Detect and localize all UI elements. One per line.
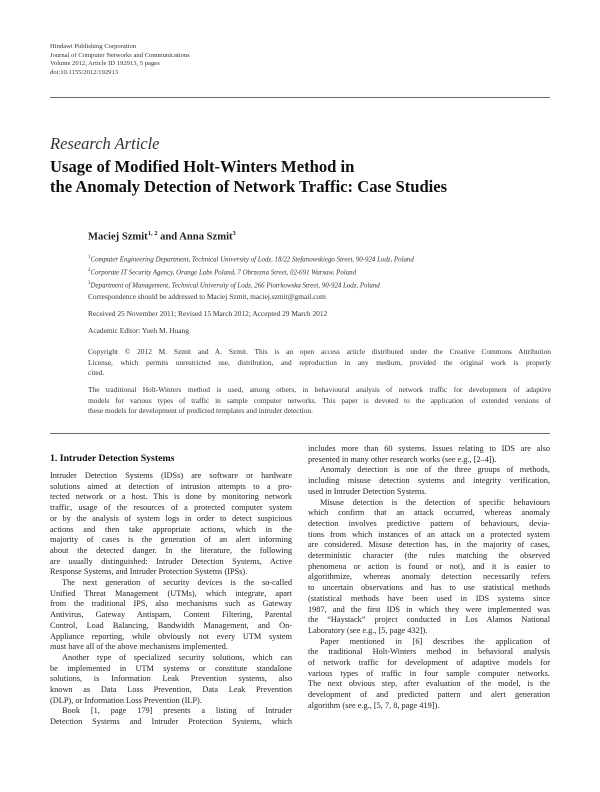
abstract-line: these models for development of predicted templates and intruder detection.	[88, 406, 313, 416]
body-text-line: must have all of the above mechanisms implemented.	[50, 642, 228, 652]
author-list	[88, 230, 236, 243]
article-type: Research Article	[50, 134, 160, 153]
copyright-line: cited.	[88, 368, 105, 378]
body-text-line: the traditional Holt-Winters method in behavioral analysis	[308, 647, 550, 657]
correspondence-email-link[interactable]: maciej.szmit@gmail.com	[250, 292, 326, 301]
article-title	[50, 157, 550, 197]
body-text-line: solutions, is Information Leak Prevention systems, also	[50, 674, 292, 684]
copyright-line: Copyright © 2012 M. Szmit and A. Szmit. This is an open access article distributed under the Creative Commons Attribution	[88, 347, 551, 356]
abstract-line: models for various types of traffic in sample computer networks. This paper is devoted to the application of extended versions of	[88, 395, 551, 405]
body-text-line: Detection Systems and Intruder Protection Systems, which	[50, 717, 292, 727]
body-text-line: solutions aimed at detection of intrusion attempts to a pro-	[50, 481, 292, 491]
affiliation-item: $^2$Corporate IT Security Agency, Orange Labs Poland, 7 Obrzezna Street, 02-691 Warsaw, Poland	[88, 267, 357, 277]
body-text-line: majority of cases is the generation of an alert informing	[50, 535, 292, 545]
body-text	[308, 444, 550, 712]
publisher-name: Hindawi Publishing Corporation	[50, 43, 137, 50]
body-text-line: which confirm that an attack occurred, whereas anomaly	[308, 508, 550, 518]
copyright-notice	[88, 347, 551, 379]
body-text-line: Anomaly detection is one of the three groups of methods,	[320, 465, 550, 475]
title-line: the Anomaly Detection of Network Traffic: Case Studies	[50, 177, 448, 196]
body-text-line: phenomena or action is found or not), and it is easier to	[308, 561, 550, 571]
received-dates: Received 25 November 2011; Revised 15 March 2012; Accepted 29 March 2012	[88, 309, 328, 318]
body-text-line: 1987, and the first IDS in which they were implemented was	[308, 604, 550, 614]
body-text-line: (statistical methods have been used in IDS systems since	[308, 593, 550, 603]
correspondence	[88, 292, 551, 303]
author-name: Anna Szmit	[179, 231, 233, 243]
affiliations	[88, 253, 551, 292]
volume-info: Volume 2012, Article ID 192913, 5 pages	[50, 60, 160, 68]
body-text-line: are usually distinguished: Intruder Detection Systems, Active	[50, 556, 292, 566]
body-text-line: detection involves predictive pattern of behaviours, devia-	[308, 518, 550, 528]
author-affiliation-marker: 1, 2	[147, 230, 158, 237]
body-text-line: Unified Threat Management (UTMs), which integrate, apart	[50, 588, 292, 598]
body-text-line: deterministic character (the rules matching the observed	[308, 551, 550, 561]
body-text-line: Paper mentioned in [6] describes the application of	[320, 636, 550, 646]
abstract	[88, 385, 551, 417]
body-text-line: tions from which instances of an attack on a protected system	[308, 529, 550, 539]
correspondence-text: Correspondence should be addressed to Maciej Szmit,	[88, 292, 251, 301]
body-column-right	[308, 444, 550, 712]
body-text-line: includes more than 60 systems. Issues relating to IDS are also	[308, 444, 550, 453]
header-divider	[50, 97, 550, 98]
academic-editor: Academic Editor: Yueh M. Huang	[88, 326, 189, 335]
author-name: Maciej Szmit	[88, 231, 148, 243]
body-text-line: including misuse detection systems and integrity verification,	[308, 476, 550, 486]
title-line: Usage of Modified Holt-Winters Method in	[50, 157, 355, 176]
body-text-line: traffic, usage of the resources of a protected computer system	[50, 503, 292, 513]
body-text-line: of network traffic for development of adaptive models for	[308, 658, 550, 668]
body-text-line: (DLP), or Information Loss Prevention (ILP).	[50, 695, 202, 705]
body-text-line: tected network or a host. This is done by monitoring network	[50, 492, 292, 502]
abstract-line: The traditional Holt-Winters method is used, among others, in behavioural analysis of network traffic for development of adaptive	[88, 385, 551, 394]
body-text-line: about the detected danger. In the literature, the following	[50, 545, 292, 555]
body-text-line: algorithm (see e.g., [5, 7, 8, page 419]).	[308, 700, 440, 710]
body-text-line: Another type of specialized security solutions, which can	[62, 652, 292, 662]
body-text-line: Antivirus, Gateway Antispam, Content Filtering, Parental	[50, 610, 292, 620]
body-text-line: presented in many other research works (see e.g., [2–4]).	[308, 454, 497, 464]
body-text-line: the “Haystack” project conducted in Los Alamos National	[308, 615, 550, 625]
body-text-line: algorithmize, whereas anomaly detection necessarily refers	[308, 572, 550, 582]
body-text-line: known as Data Loss Prevention, Data Leak Prevention	[50, 685, 292, 695]
body-text-line: Laboratory (see e.g., [5, page 432]).	[308, 625, 428, 635]
body-text-line: Control, Load Balancing, Bandwidth Management, and On-	[50, 620, 292, 630]
body-text-line: used in Intruder Detection Systems.	[308, 486, 427, 496]
author-affiliation-marker: 3	[232, 230, 236, 237]
affiliation-item: $^1$Computer Engineering Department, Technical University of Lodz, 18/22 Stefanowskiego Street, 90-924 Lodz, Poland	[88, 255, 414, 264]
body-column-left	[50, 453, 292, 728]
body-text-line: Appliance reporting, while obviously not every UTM system	[50, 631, 292, 641]
doi: doi:10.1155/2012/192913	[50, 68, 119, 76]
body-text-line: to uncertain observations and has to use statistical methods	[308, 583, 550, 593]
body-text-line: be implemented in UTM systems or constitute standalone	[50, 663, 292, 673]
author-separator: and	[157, 231, 180, 243]
body-text-line: Intruder Detection Systems (IDSs) are software or hardware	[50, 471, 292, 480]
body-text-line: various types of traffic in four sample computer networks.	[308, 668, 550, 678]
body-text	[50, 471, 292, 728]
body-text-line: The next obvious step, after evaluation of the model, is the	[308, 679, 550, 689]
body-text-line: The next generation of security devices is the so-called	[62, 578, 292, 588]
body-text-line: Response Systems, and Intruder Protection Systems (IPSs).	[50, 567, 248, 577]
copyright-line: License, which permits unrestricted use, distribution, and reproduction in any medium, provided the original work is properly	[88, 357, 551, 367]
section-heading: 1. Intruder Detection Systems	[50, 453, 175, 464]
abstract-divider	[50, 433, 550, 434]
publication-info	[50, 43, 190, 77]
body-text-line: development of and predicted pattern and alert generation	[308, 690, 550, 700]
body-text-line: Book [1, page 179] presents a listing of Intruder	[62, 706, 292, 716]
body-text-line: are considered. Misuse detection has, in the majority of cases,	[308, 540, 550, 550]
body-text-line: actions and then take appropriate actions, which in the	[50, 524, 292, 534]
body-text-line: Misuse detection is the detection of specific behaviours	[320, 497, 550, 507]
affiliation-item: $^3$Department of Management, Technical University of Lodz, 266 Piotrkowska Street, 90-924 Lodz, Poland	[88, 280, 380, 290]
journal-name: Journal of Computer Networks and Communications	[50, 51, 190, 59]
body-text-line: from the traditional IPS, also mechanisms such as Gateway	[50, 599, 292, 609]
body-text-line: or by the analysis of system logs in order to detect suspicious	[50, 513, 292, 523]
